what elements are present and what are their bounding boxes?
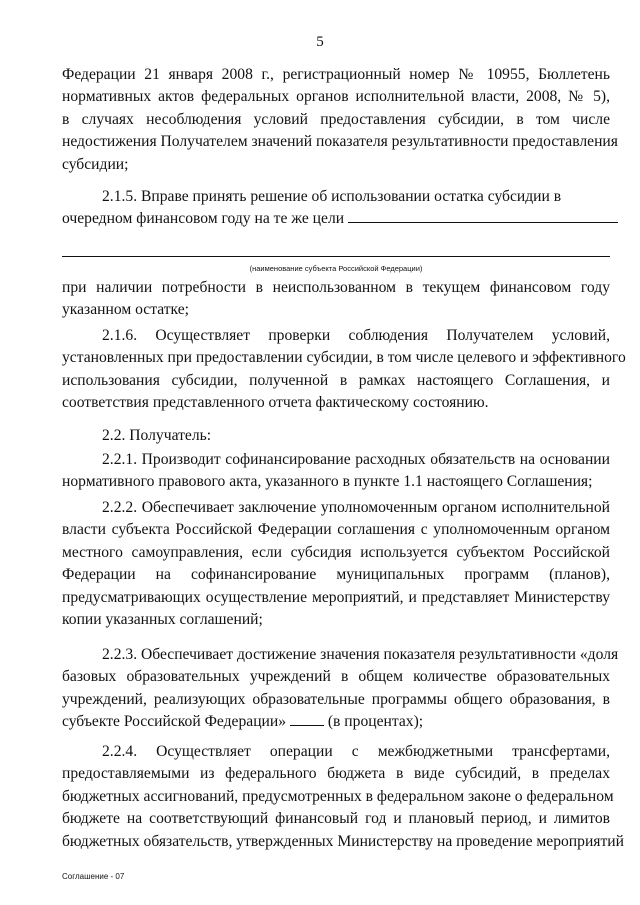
text-line: при наличии потребности в неиспользованном в текущем финансовом году <box>62 279 610 296</box>
continuation-paragraph <box>62 64 618 176</box>
text-line: нормативных актов федеральных органов исполнительной власти, 2008, № 5), <box>62 88 610 106</box>
text-line <box>62 208 610 230</box>
text-line: бюджетных ассигнований, предусмотренных в федеральном законе о федеральном <box>62 787 614 805</box>
text-line: соответствия представленного отчета фактическому состоянию. <box>62 394 489 412</box>
text-line: копии указанных соглашений; <box>62 611 263 629</box>
text-line: субсидии; <box>62 155 129 173</box>
text-line: 2.2. Получатель: <box>102 427 212 444</box>
remainder-paragraph <box>62 277 610 322</box>
text-line: 2.2.1. Производит софинансирование расходных обязательств на основании <box>102 451 610 468</box>
text-line: власти субъекта Российской Федерации соглашения с уполномоченным органом <box>62 521 610 539</box>
text-fragment: субъекте Российской Федерации» <box>62 713 287 731</box>
document-footer: Соглашение - 07 <box>62 872 125 881</box>
text-line: Федерации на софинансирование муниципальных программ (планов), <box>62 566 610 584</box>
percent-blank <box>290 711 324 726</box>
text-line: Федерации 21 января 2008 г., регистрационный номер № 10955, Бюллетень <box>62 66 610 83</box>
text-line: указанном остатке; <box>62 301 189 319</box>
text-line: местного самоуправления, если субсидия используется субъектом Российской <box>62 543 610 561</box>
clause-2-1-6 <box>62 325 626 415</box>
text-line: 2.2.3. Обеспечивает достижение значения показателя результативности «доля <box>102 646 619 663</box>
clause-2-2-1 <box>62 449 610 494</box>
text-line: нормативного правового акта, указанного в пункте 1.1 настоящего Соглашения; <box>62 473 593 491</box>
subject-name-line <box>62 256 610 257</box>
subject-name-caption: (наименование субъекта Российской Федерации) <box>249 264 423 273</box>
text-fragment: (в процентах); <box>327 713 424 731</box>
page-number: 5 <box>316 34 324 50</box>
text-line: 2.2.4. Осуществляет операции с межбюджетными трансфертами, <box>102 743 610 760</box>
fill-in-blank-line <box>348 208 618 223</box>
text-line: предусматривающих осуществление мероприятий, и представляет Министерству <box>62 588 610 606</box>
clause-2-2-4 <box>62 741 624 853</box>
text-line: 2.1.6. Осуществляет проверки соблюдения Получателем условий, <box>102 327 610 344</box>
text-line: использования субсидии, полученной в рамках настоящего Соглашения, и <box>62 371 610 389</box>
clause-2-2-3 <box>62 644 619 734</box>
text-line: в случаях несоблюдения условий предоставления субсидии, в том числе <box>62 110 610 128</box>
text-fragment: очередном финансовом году на те же цели <box>62 210 345 228</box>
text-line: недостижения Получателем значений показателя результативности предоставления <box>62 133 618 151</box>
text-line: бюджете на соответствующий финансовый год и плановый период, и лимитов <box>62 810 610 828</box>
text-line: учреждений, реализующих образовательные программы общего образования, в <box>62 690 610 708</box>
clause-2-2 <box>62 425 610 447</box>
text-line: 2.1.5. Вправе принять решение об использовании остатка субсидии в <box>102 188 562 205</box>
text-line: бюджетных обязательств, утвержденных Министерству на проведение мероприятий <box>62 832 624 850</box>
clause-2-1-5 <box>62 186 610 231</box>
text-line: базовых образовательных учреждений в общем количестве образовательных <box>62 668 610 686</box>
clause-2-2-2 <box>62 497 610 631</box>
text-line: 2.2.2. Обеспечивает заключение уполномоченным органом исполнительной <box>102 499 610 516</box>
text-line: предоставляемыми из федерального бюджета в виде субсидий, в пределах <box>62 765 610 783</box>
text-line: установленных при предоставлении субсидии, в том числе целевого и эффективного <box>62 349 626 367</box>
text-line <box>62 711 610 733</box>
